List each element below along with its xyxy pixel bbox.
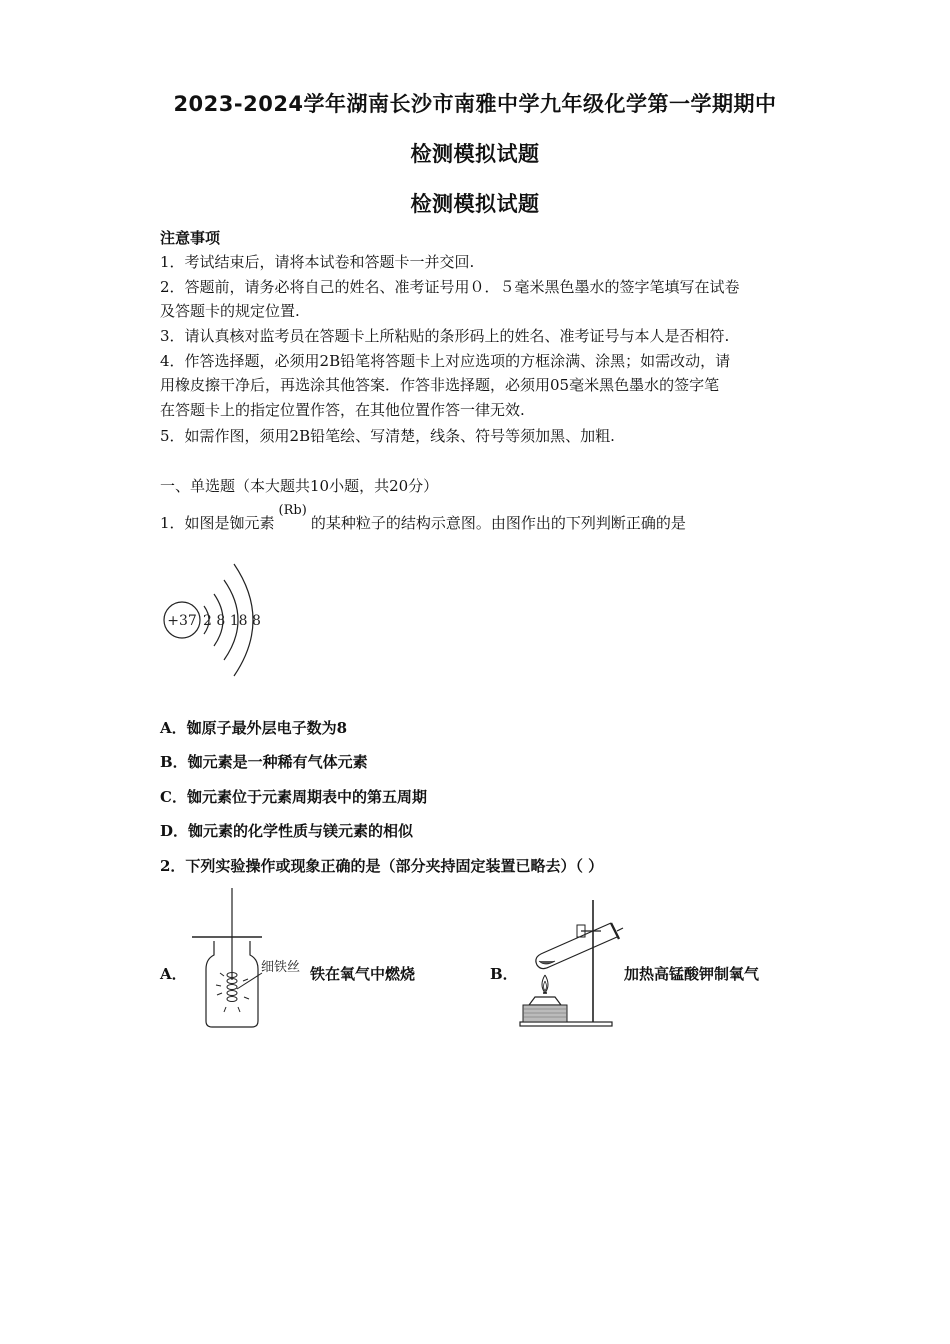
kmno4-heating-apparatus: [515, 895, 625, 1030]
shell-electrons: 2 8 18 8: [203, 613, 261, 629]
section-heading: 一、单选题（本大题共10小题，共20分）: [160, 477, 439, 495]
wire-label: 细铁丝: [261, 960, 301, 975]
option-d[interactable]: D．铷元素的化学性质与镁元素的相似: [160, 822, 414, 840]
option-b[interactable]: B．铷元素是一种稀有气体元素: [160, 753, 368, 771]
question-1-stem-start: 1．如图是铷元素: [160, 514, 275, 532]
notes-item: 2．答题前，请务必将自己的姓名、准考证号用０．５毫米黑色墨水的签字笔填写在试卷: [160, 278, 740, 296]
question-1-stem-end: 的某种粒子的结构示意图。由图作出的下列判断正确的是: [310, 514, 686, 532]
iron-burning-apparatus: [190, 885, 310, 1035]
notes-item: 在答题卡上的指定位置作答，在其他位置作答一律无效.: [160, 401, 525, 419]
atom-structure-diagram: [158, 558, 278, 683]
question-2-stem: 2．下列实验操作或现象正确的是（部分夹持固定装置已略去）（ ）: [160, 857, 604, 875]
rb-symbol: (Rb): [278, 503, 307, 518]
notes-item: 1．考试结束后，请将本试卷和答题卡一并交回.: [160, 253, 475, 271]
page-subtitle-repeat: 检测模拟试题: [410, 192, 540, 216]
q2-option-b-letter[interactable]: B．: [490, 965, 518, 983]
notes-item: 及答题卡的规定位置.: [160, 302, 300, 320]
option-a[interactable]: A．铷原子最外层电子数为8: [160, 719, 348, 737]
q2-option-a-caption[interactable]: 铁在氧气中燃烧: [310, 965, 416, 983]
notes-item: 5．如需作图，须用2B铅笔绘、写清楚，线条、符号等须加黑、加粗.: [160, 427, 615, 445]
question-1-stem: [160, 503, 686, 536]
nucleus-charge: +37: [167, 613, 197, 629]
notes-item: 3．请认真核对监考员在答题卡上所粘贴的条形码上的姓名、准考证号与本人是否相符.: [160, 327, 730, 345]
page-title: 2023-2024学年湖南长沙市南雅中学九年级化学第一学期期中: [173, 92, 777, 116]
notes-item: 用橡皮擦干净后，再选涂其他答案．作答非选择题，必须用05毫米黑色墨水的签字笔: [160, 376, 720, 394]
option-c[interactable]: C．铷元素位于元素周期表中的第五周期: [160, 788, 427, 806]
page-subtitle: 检测模拟试题: [410, 142, 540, 166]
notes-heading: 注意事项: [160, 229, 221, 247]
notes-item: 4．作答选择题，必须用2B铅笔将答题卡上对应选项的方框涂满、涂黑；如需改动，请: [160, 352, 731, 370]
q2-option-b-caption[interactable]: 加热高锰酸钾制氧气: [624, 965, 760, 983]
q2-option-a-letter[interactable]: A．: [160, 965, 187, 983]
